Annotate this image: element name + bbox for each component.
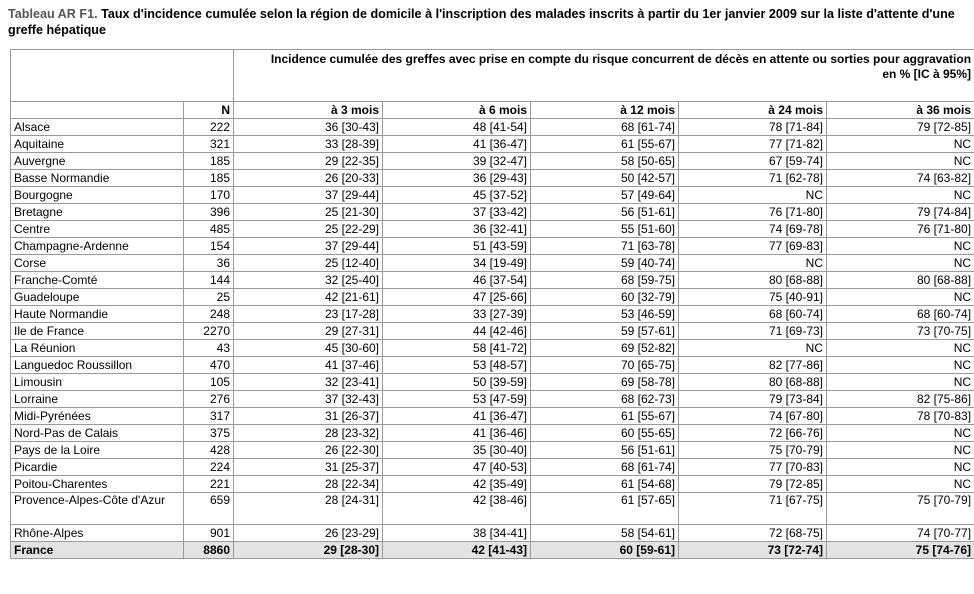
value-36-months: NC: [827, 425, 974, 442]
region-cell: Basse Normandie: [11, 170, 184, 187]
n-cell: 222: [184, 119, 234, 136]
value-36-months: NC: [827, 340, 974, 357]
n-cell: 224: [184, 459, 234, 476]
value-36-months: NC: [827, 187, 974, 204]
value-6-months: 36 [29-43]: [383, 170, 531, 187]
value-36-months: 75 [70-79]: [827, 493, 974, 525]
n-cell: 185: [184, 153, 234, 170]
value-3-months: 37 [29-44]: [234, 238, 383, 255]
value-12-months: 69 [58-78]: [531, 374, 679, 391]
value-3-months: 36 [30-43]: [234, 119, 383, 136]
n-cell: 105: [184, 374, 234, 391]
region-cell: Nord-Pas de Calais: [11, 425, 184, 442]
value-12-months: 58 [50-65]: [531, 153, 679, 170]
value-6-months: 34 [19-49]: [383, 255, 531, 272]
table-row: [11, 153, 974, 170]
n-cell: 221: [184, 476, 234, 493]
value-24-months: NC: [679, 340, 827, 357]
col-header-24-months: à 24 mois: [679, 102, 827, 119]
value-24-months: 72 [68-75]: [679, 525, 827, 542]
col-header-6-months: à 6 mois: [383, 102, 531, 119]
n-cell: 2270: [184, 323, 234, 340]
value-36-months: NC: [827, 289, 974, 306]
value-24-months: 77 [69-83]: [679, 238, 827, 255]
n-cell: 470: [184, 357, 234, 374]
value-3-months: 33 [28-39]: [234, 136, 383, 153]
table-row: [11, 476, 974, 493]
column-header-row: [11, 102, 974, 119]
value-6-months: 53 [47-59]: [383, 391, 531, 408]
table-row: [11, 408, 974, 425]
value-24-months: 79 [72-85]: [679, 476, 827, 493]
caption-text: Taux d'incidence cumulée selon la région de domicile à l'inscription des malades inscrits à partir du 1er janvier 2009 sur la liste d'attente d'une greffe hépatique: [8, 7, 955, 37]
value-3-months: 42 [21-61]: [234, 289, 383, 306]
value-6-months: 41 [36-47]: [383, 408, 531, 425]
value-6-months: 35 [30-40]: [383, 442, 531, 459]
caption-label: Tableau AR F1.: [8, 7, 98, 21]
table-row: [11, 187, 974, 204]
value-36-months: NC: [827, 374, 974, 391]
table-row: [11, 323, 974, 340]
value-36-months: 74 [63-82]: [827, 170, 974, 187]
value-24-months: 74 [67-80]: [679, 408, 827, 425]
value-3-months: 37 [29-44]: [234, 187, 383, 204]
value-36-months: NC: [827, 238, 974, 255]
value-24-months: 71 [62-78]: [679, 170, 827, 187]
n-cell: 375: [184, 425, 234, 442]
value-3-months: 28 [24-31]: [234, 493, 383, 525]
value-24-months: 67 [59-74]: [679, 153, 827, 170]
value-24-months: 78 [71-84]: [679, 119, 827, 136]
table-row: [11, 238, 974, 255]
table-row: [11, 289, 974, 306]
value-12-months: 68 [61-74]: [531, 119, 679, 136]
value-12-months: 70 [65-75]: [531, 357, 679, 374]
value-3-months: 25 [22-29]: [234, 221, 383, 238]
value-24-months: 71 [69-73]: [679, 323, 827, 340]
value-24-months: 75 [70-79]: [679, 442, 827, 459]
value-36-months: NC: [827, 153, 974, 170]
value-12-months: 56 [51-61]: [531, 204, 679, 221]
table-row: [11, 357, 974, 374]
n-cell: 428: [184, 442, 234, 459]
region-cell: Rhône-Alpes: [11, 525, 184, 542]
col-header-12-months: à 12 mois: [531, 102, 679, 119]
region-cell: Aquitaine: [11, 136, 184, 153]
value-36-months: 78 [70-83]: [827, 408, 974, 425]
col-header-36-months: à 36 mois: [827, 102, 974, 119]
region-cell: Pays de la Loire: [11, 442, 184, 459]
value-36-months: NC: [827, 136, 974, 153]
value-6-months: 53 [48-57]: [383, 357, 531, 374]
table-row: [11, 442, 974, 459]
n-cell: 321: [184, 136, 234, 153]
region-cell: Franche-Comté: [11, 272, 184, 289]
value-3-months: 37 [32-43]: [234, 391, 383, 408]
n-cell: 8860: [184, 542, 234, 559]
value-3-months: 28 [22-34]: [234, 476, 383, 493]
value-12-months: 56 [51-61]: [531, 442, 679, 459]
value-3-months: 28 [23-32]: [234, 425, 383, 442]
n-cell: 170: [184, 187, 234, 204]
value-12-months: 59 [57-61]: [531, 323, 679, 340]
region-cell: Auvergne: [11, 153, 184, 170]
col-header-n: N: [184, 102, 234, 119]
table-row: [11, 525, 974, 542]
value-6-months: 48 [41-54]: [383, 119, 531, 136]
value-24-months: 74 [69-78]: [679, 221, 827, 238]
value-24-months: 79 [73-84]: [679, 391, 827, 408]
table-row: [11, 221, 974, 238]
value-24-months: 73 [72-74]: [679, 542, 827, 559]
region-cell: Picardie: [11, 459, 184, 476]
value-12-months: 60 [59-61]: [531, 542, 679, 559]
value-12-months: 69 [52-82]: [531, 340, 679, 357]
value-36-months: NC: [827, 442, 974, 459]
value-12-months: 57 [49-64]: [531, 187, 679, 204]
col-header-region: [11, 102, 184, 119]
value-12-months: 68 [62-73]: [531, 391, 679, 408]
table-row: [11, 340, 974, 357]
incidence-table: [10, 49, 974, 559]
col-header-3-months: à 3 mois: [234, 102, 383, 119]
region-cell: La Réunion: [11, 340, 184, 357]
value-24-months: 75 [40-91]: [679, 289, 827, 306]
value-36-months: NC: [827, 459, 974, 476]
value-3-months: 29 [22-35]: [234, 153, 383, 170]
n-cell: 43: [184, 340, 234, 357]
value-12-months: 61 [57-65]: [531, 493, 679, 525]
value-12-months: 68 [59-75]: [531, 272, 679, 289]
value-36-months: 79 [74-84]: [827, 204, 974, 221]
table-row: [11, 493, 974, 525]
table-body: [11, 119, 974, 559]
value-6-months: 36 [32-41]: [383, 221, 531, 238]
value-6-months: 46 [37-54]: [383, 272, 531, 289]
value-12-months: 59 [40-74]: [531, 255, 679, 272]
value-24-months: 68 [60-74]: [679, 306, 827, 323]
region-cell: Bretagne: [11, 204, 184, 221]
n-cell: 25: [184, 289, 234, 306]
n-cell: 317: [184, 408, 234, 425]
value-24-months: 82 [77-86]: [679, 357, 827, 374]
value-36-months: NC: [827, 255, 974, 272]
n-cell: 276: [184, 391, 234, 408]
value-24-months: NC: [679, 255, 827, 272]
n-cell: 659: [184, 493, 234, 525]
n-cell: 485: [184, 221, 234, 238]
value-24-months: 77 [71-82]: [679, 136, 827, 153]
value-12-months: 55 [51-60]: [531, 221, 679, 238]
region-cell: Centre: [11, 221, 184, 238]
region-cell: Limousin: [11, 374, 184, 391]
n-cell: 185: [184, 170, 234, 187]
value-6-months: 50 [39-59]: [383, 374, 531, 391]
value-6-months: 42 [35-49]: [383, 476, 531, 493]
region-cell: Alsace: [11, 119, 184, 136]
value-6-months: 47 [40-53]: [383, 459, 531, 476]
n-cell: 154: [184, 238, 234, 255]
value-24-months: 77 [70-83]: [679, 459, 827, 476]
table-row: [11, 272, 974, 289]
value-3-months: 25 [21-30]: [234, 204, 383, 221]
value-36-months: 68 [60-74]: [827, 306, 974, 323]
value-3-months: 25 [12-40]: [234, 255, 383, 272]
value-36-months: 75 [74-76]: [827, 542, 974, 559]
value-3-months: 32 [23-41]: [234, 374, 383, 391]
value-36-months: NC: [827, 357, 974, 374]
value-6-months: 38 [34-41]: [383, 525, 531, 542]
value-24-months: 80 [68-88]: [679, 272, 827, 289]
table-row: [11, 425, 974, 442]
value-36-months: 79 [72-85]: [827, 119, 974, 136]
value-3-months: 23 [17-28]: [234, 306, 383, 323]
value-6-months: 37 [33-42]: [383, 204, 531, 221]
total-row: [11, 542, 974, 559]
region-cell: France: [11, 542, 184, 559]
table-row: [11, 306, 974, 323]
value-12-months: 53 [46-59]: [531, 306, 679, 323]
value-24-months: 76 [71-80]: [679, 204, 827, 221]
value-3-months: 26 [23-29]: [234, 525, 383, 542]
region-cell: Provence-Alpes-Côte d'Azur: [11, 493, 184, 525]
value-36-months: 76 [71-80]: [827, 221, 974, 238]
group-header: [234, 50, 974, 102]
value-6-months: 44 [42-46]: [383, 323, 531, 340]
n-cell: 396: [184, 204, 234, 221]
value-36-months: 80 [68-88]: [827, 272, 974, 289]
value-36-months: 74 [70-77]: [827, 525, 974, 542]
region-cell: Corse: [11, 255, 184, 272]
value-12-months: 61 [55-67]: [531, 136, 679, 153]
value-12-months: 58 [54-61]: [531, 525, 679, 542]
value-36-months: NC: [827, 476, 974, 493]
value-6-months: 41 [36-47]: [383, 136, 531, 153]
value-12-months: 60 [32-79]: [531, 289, 679, 306]
table-row: [11, 391, 974, 408]
value-12-months: 61 [54-68]: [531, 476, 679, 493]
value-3-months: 29 [27-31]: [234, 323, 383, 340]
value-3-months: 45 [30-60]: [234, 340, 383, 357]
value-24-months: 80 [68-88]: [679, 374, 827, 391]
value-6-months: 42 [38-46]: [383, 493, 531, 525]
table-row: [11, 170, 974, 187]
group-header-unit: en % [IC à 95%]: [882, 67, 972, 81]
n-cell: 248: [184, 306, 234, 323]
region-cell: Midi-Pyrénées: [11, 408, 184, 425]
value-3-months: 32 [25-40]: [234, 272, 383, 289]
value-24-months: NC: [679, 187, 827, 204]
region-cell: Lorraine: [11, 391, 184, 408]
group-header-row: [11, 50, 974, 102]
value-24-months: 72 [66-76]: [679, 425, 827, 442]
value-6-months: 47 [25-66]: [383, 289, 531, 306]
region-cell: Guadeloupe: [11, 289, 184, 306]
value-6-months: 41 [36-46]: [383, 425, 531, 442]
group-header-blank: [11, 50, 234, 102]
table-row: [11, 255, 974, 272]
table-row: [11, 459, 974, 476]
value-12-months: 68 [61-74]: [531, 459, 679, 476]
value-3-months: 26 [20-33]: [234, 170, 383, 187]
value-12-months: 60 [55-65]: [531, 425, 679, 442]
value-3-months: 31 [25-37]: [234, 459, 383, 476]
value-3-months: 29 [28-30]: [234, 542, 383, 559]
table-row: [11, 374, 974, 391]
value-6-months: 45 [37-52]: [383, 187, 531, 204]
n-cell: 901: [184, 525, 234, 542]
value-3-months: 26 [22-30]: [234, 442, 383, 459]
value-12-months: 50 [42-57]: [531, 170, 679, 187]
region-cell: Champagne-Ardenne: [11, 238, 184, 255]
value-6-months: 42 [41-43]: [383, 542, 531, 559]
region-cell: Bourgogne: [11, 187, 184, 204]
value-3-months: 31 [26-37]: [234, 408, 383, 425]
group-header-title: Incidence cumulée des greffes avec prise en compte du risque concurrent de décès en attente ou sorties pour aggravation: [270, 52, 972, 66]
table-row: [11, 136, 974, 153]
value-36-months: 82 [75-86]: [827, 391, 974, 408]
region-cell: Languedoc Roussillon: [11, 357, 184, 374]
n-cell: 144: [184, 272, 234, 289]
value-6-months: 39 [32-47]: [383, 153, 531, 170]
region-cell: Ile de France: [11, 323, 184, 340]
table-row: [11, 119, 974, 136]
value-6-months: 58 [41-72]: [383, 340, 531, 357]
value-6-months: 33 [27-39]: [383, 306, 531, 323]
region-cell: Haute Normandie: [11, 306, 184, 323]
table-row: [11, 204, 974, 221]
value-3-months: 41 [37-46]: [234, 357, 383, 374]
n-cell: 36: [184, 255, 234, 272]
value-12-months: 71 [63-78]: [531, 238, 679, 255]
value-12-months: 61 [55-67]: [531, 408, 679, 425]
table-caption: [8, 6, 964, 38]
region-cell: Poitou-Charentes: [11, 476, 184, 493]
value-36-months: 73 [70-75]: [827, 323, 974, 340]
value-24-months: 71 [67-75]: [679, 493, 827, 525]
value-6-months: 51 [43-59]: [383, 238, 531, 255]
